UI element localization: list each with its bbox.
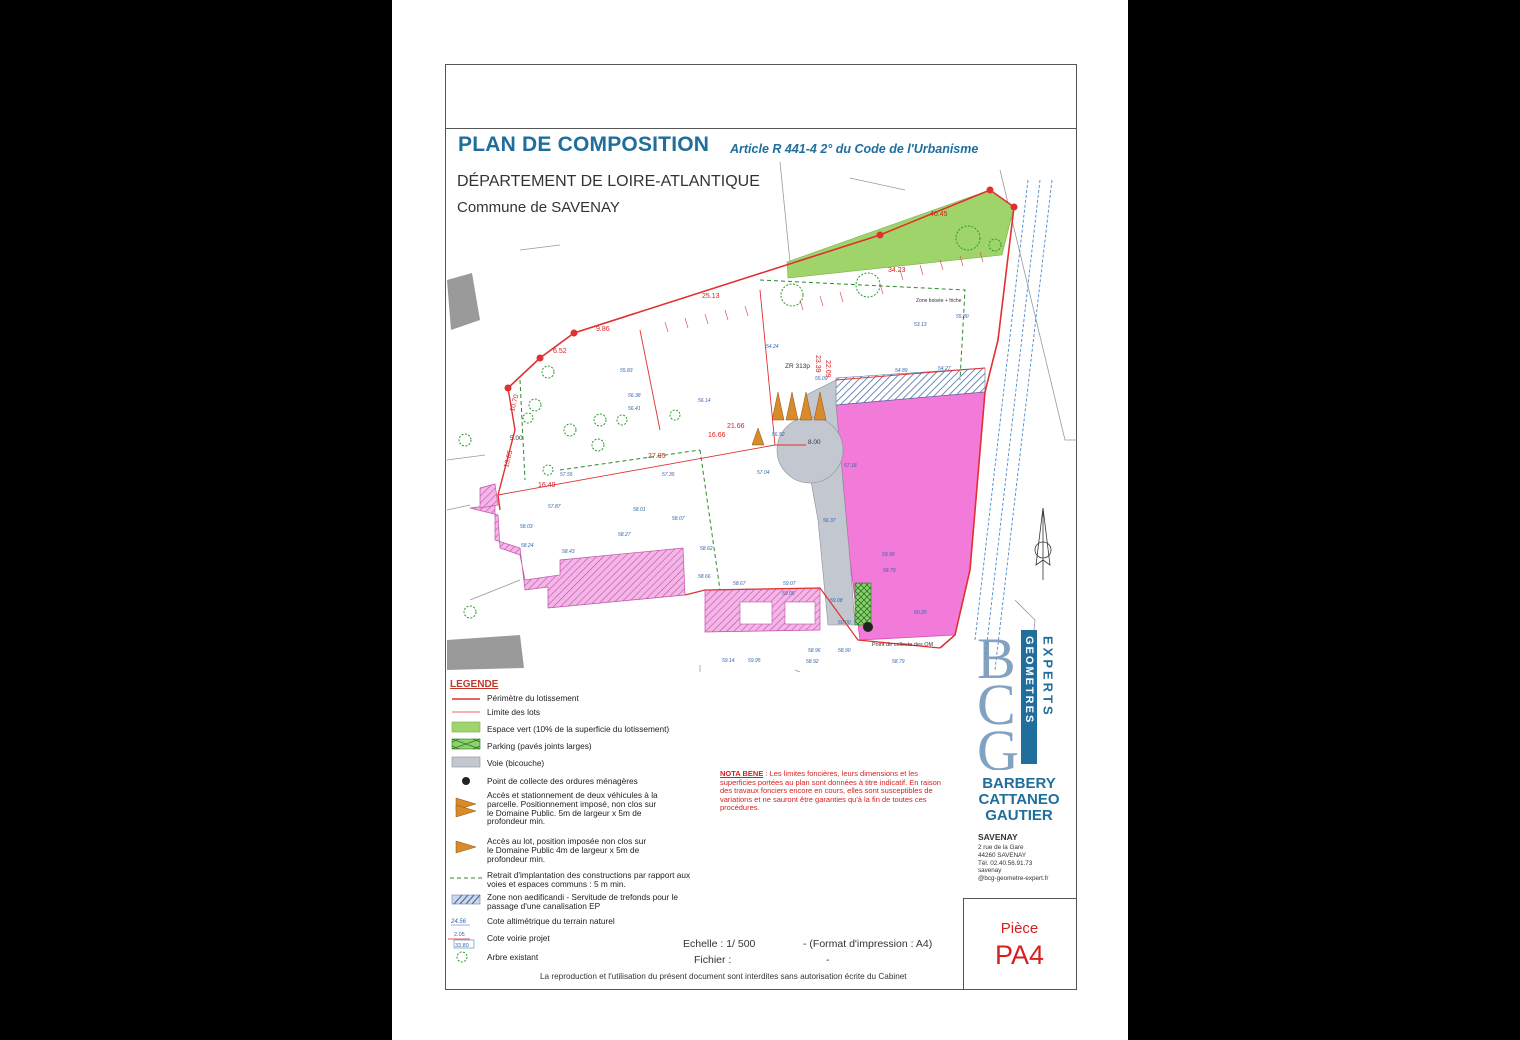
logo-letter-g: G [977, 718, 1019, 770]
piece-label: Pièce [1000, 920, 1039, 937]
dimension-label: 25.13 [702, 293, 720, 300]
spot-height: 54.27 [938, 366, 951, 372]
spot-height: 58.79 [892, 659, 905, 665]
spot-height: 60.20 [914, 610, 927, 616]
spot-height: 57.18 [844, 463, 857, 469]
legend-double-access: Accès et stationnement de deux véhicules à la parcelle. Positionnement imposé, non clos sur le Domaine Public. 5m de largeur x 5m de profondeur min. [487, 790, 658, 827]
department-label: DÉPARTEMENT DE LOIRE-ATLANTIQUE [457, 173, 760, 190]
spot-height: 56.38 [628, 393, 641, 399]
sample-road-top: 2.05 [454, 932, 465, 938]
spot-height: 58.01 [633, 507, 646, 513]
dimension-label: 16.49 [538, 482, 556, 489]
spot-height: 59.95 [748, 658, 761, 664]
dimension-label: 5.00 [510, 435, 523, 442]
sample-road-box: 33.80 [455, 943, 469, 949]
dimension-label: 6.52 [553, 348, 567, 355]
spot-height: 58.62 [700, 546, 713, 552]
address-line-2: 44260 SAVENAY [978, 851, 1027, 859]
spot-height: 55.09 [815, 376, 828, 382]
piece-code: PA4 [994, 940, 1045, 970]
site-plan-map [445, 162, 1077, 672]
spot-height: 54.24 [766, 344, 779, 350]
logo-geometres: GEOMETRES [1023, 636, 1035, 725]
legend-road-level: Cote voirie projet [487, 933, 550, 943]
dimension-label: 10.70 [509, 393, 521, 413]
dimension-label: 9.86 [596, 326, 610, 333]
legend-green-space: Espace vert (10% de la superficie du lotissement) [487, 724, 670, 734]
sample-height-label: 24.56 [451, 919, 467, 925]
spot-height: 59.99 [882, 552, 895, 558]
spot-height: 58.90 [838, 648, 851, 654]
plan-subtitle: Article R 441-4 2° du Code de l'Urbanisme [730, 142, 979, 156]
spot-height: 58.27 [618, 532, 631, 538]
company-name-2: CATTANEO [978, 791, 1060, 808]
green-space-area [787, 190, 1014, 278]
legend-single-access: Accès au lot, position imposée non clos sur le Domaine Public 4m de largeur x 5m de profondeur min. [487, 836, 647, 864]
legend-servitude: Zone non aedificandi - Servitude de trefonds pour le passage d'une canalisation EP [487, 892, 678, 911]
scale-label: Echelle : 1/ 500 [683, 938, 756, 950]
spot-height: 58.66 [698, 574, 711, 580]
print-format-label: - (Format d'impression : A4) [803, 938, 933, 950]
legend-road: Voie (bicouche) [487, 758, 545, 768]
waste-collection-point [863, 622, 873, 632]
spot-height: 58.79 [883, 568, 896, 574]
file-value: - [826, 954, 830, 966]
tree-icon [457, 952, 467, 962]
spot-height: 55.83 [620, 368, 633, 374]
dimension-label: 23.39 [814, 355, 821, 373]
spot-height: 58.43 [562, 549, 575, 555]
nota-bene [720, 770, 950, 813]
spot-height: 54.89 [895, 368, 908, 374]
nota-bene-text: : Les limites foncières, leurs dimensions et les superficies portées au plan sont données à titre indicatif. En raison des travaux fonciers encore en cours, elles sont susceptibles de variations et ne sauront être garanties qu'à la fin de toutes ces procédures. [720, 769, 941, 813]
bcg-logo [963, 620, 1075, 770]
logo-experts: EXPERTS [1040, 636, 1056, 718]
road-swatch [452, 757, 480, 767]
office-email-1: savenay [978, 867, 1002, 875]
logo-letter-b: B [977, 626, 1016, 691]
single-access-icon [456, 841, 476, 853]
office-phone: Tél. 02.40.56.91.73 [978, 859, 1033, 867]
spot-height: 56.14 [698, 398, 711, 404]
dimension-label: 16.66 [708, 432, 726, 439]
commune-label: Commune de SAVENAY [457, 199, 620, 216]
spot-height: 57.04 [757, 470, 770, 476]
company-name [963, 776, 1075, 824]
office-address [978, 844, 1048, 883]
spot-height: 57.55 [560, 472, 573, 478]
spot-height: 58.07 [672, 516, 685, 522]
legend-setback: Retrait d'implantation des constructions par rapport aux voies et espaces communs : 5 m min. [487, 870, 691, 889]
spot-height: 57.35 [662, 472, 675, 478]
spot-height: 55.80 [956, 314, 969, 320]
legend-symbols [448, 690, 488, 976]
dimension-label: 21.66 [727, 423, 745, 430]
office-city: SAVENAY [978, 832, 1018, 842]
company-name-1: BARBERY [982, 775, 1056, 792]
dimension-label: 22.09 [824, 360, 831, 378]
spot-height: 58.03 [520, 524, 533, 530]
spot-height: 58.96 [808, 648, 821, 654]
turning-circle [777, 417, 843, 483]
legend-title: LEGENDE [450, 679, 499, 690]
spot-height: 59.08 [830, 598, 843, 604]
legend-collection-point: Point de collecte des ordures ménagères [487, 776, 638, 786]
spot-height: 60.00 [838, 620, 851, 626]
plan-title: PLAN DE COMPOSITION [458, 133, 710, 156]
dimension-label: 34.23 [888, 267, 906, 274]
green-space-swatch [452, 722, 480, 732]
spot-height: 56.37 [823, 518, 836, 524]
dimension-label: 27.95 [648, 453, 666, 460]
spot-height: 59.07 [783, 581, 796, 587]
logo-letter-c: C [977, 672, 1016, 737]
spot-height: 56.41 [628, 406, 641, 412]
dimension-label: 13.85 [503, 449, 515, 469]
spot-height: 58.92 [806, 659, 819, 665]
nota-bene-head: NOTA BENE [720, 769, 764, 778]
copyright-notice: La reproduction et l'utilisation du présent document sont interdites sans autorisation écrite du Cabinet [540, 972, 907, 981]
spot-height: 59.14 [722, 658, 735, 664]
spot-height: 53.13 [914, 322, 927, 328]
legend-lot-limit: Limite des lots [487, 707, 541, 717]
legend-parking: Parking (pavés joints larges) [487, 741, 592, 751]
legend-spot-height: Cote altimétrique du terrain naturel [487, 916, 615, 926]
company-name-3: GAUTIER [985, 807, 1053, 824]
spot-height: 58.24 [521, 543, 534, 549]
dimension-label: 40.45 [930, 211, 948, 218]
office-email-2: @bcg-geometre-expert.fr [978, 875, 1049, 883]
file-label: Fichier : [694, 954, 732, 966]
parking-area [855, 583, 871, 625]
spot-height: 57.87 [548, 504, 561, 510]
spot-height: 59.05 [782, 591, 795, 597]
collection-point-label: Point de collecte des OM [872, 642, 934, 648]
legend-tree: Arbre existant [487, 952, 539, 962]
wood-zone-label: Zone boisée + friche [916, 298, 962, 304]
collection-point-icon [462, 777, 470, 785]
north-arrow-icon [1035, 508, 1051, 580]
parcel-reference: ZR 313p [785, 363, 810, 370]
legend-perimeter: Périmètre du lotissement [487, 693, 579, 703]
spot-height: 56.52 [772, 432, 785, 438]
address-line-1: 2 rue de la Gare [978, 844, 1024, 851]
dimension-label: 8.00 [808, 439, 821, 446]
spot-height: 58.67 [733, 581, 746, 587]
